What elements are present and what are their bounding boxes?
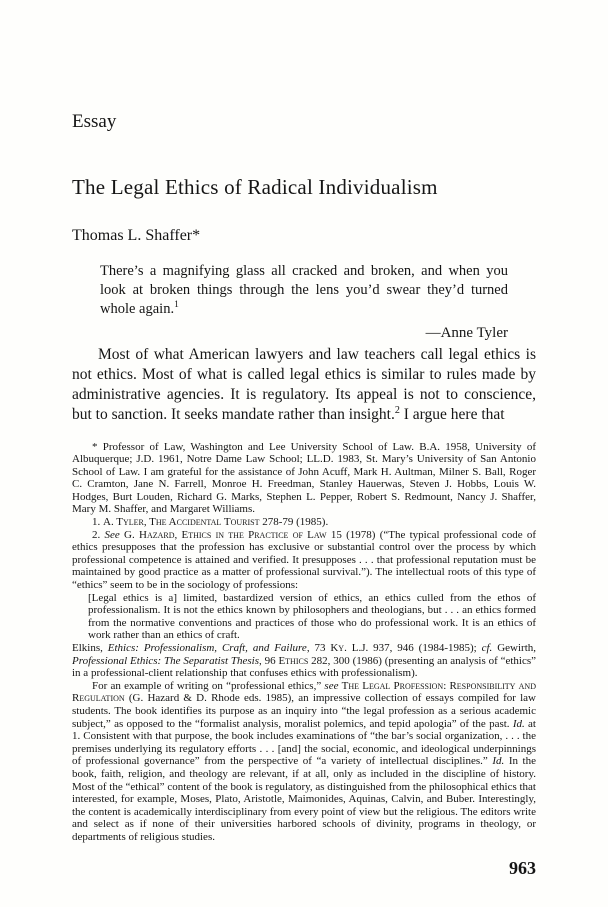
epigraph-quote: There’s a magnifying glass all cracked and broken, and when you look at broken things through the lens you’d swear they’d turned whole again.$^1$ <box>100 263 508 317</box>
author-byline: Thomas L. Shaffer* <box>72 227 201 244</box>
essay-kicker: Essay <box>72 111 117 132</box>
footnote-1: 1. A. Tyler, The Accidental Tourist 278-79 (1985). <box>92 516 329 529</box>
lead-paragraph: Most of what American lawyers and law teachers call legal ethics is not ethics. Most of what is called legal ethics is similar to rules made by administrative agencies. It is regulatory. Its appeal is not to conscience, but to sanction. It seeks mandate rather than insight.$^2$ I argue here that <box>72 346 536 423</box>
footnote-2-blockquote: [Legal ethics is a] limited, bastardized version of ethics, an ethics culled from the ethos of professionalism. It is not the ethics known by philosophers and theologians, but . . . an ethics formed from the normative conventions and practices of those who do professional work. It is an ethics of work rather than an ethics of craft. <box>88 591 536 642</box>
footnote-2-paragraph-2: For an example of writing on “professional ethics,” see The Legal Profession: Responsibility and Regulation (G. Hazard & D. Rhode eds. 1985), an impressive collection of essays compiled for law students. The book identifies its purpose as an inquiry into “the legal profession as a serious academic subject,” as opposed to the “formalist analysis, moralist polemics, and tepid apologia” of the past. Id. at 1. Consistent with that purpose, the book includes examinations of “the bar’s social organization, . . . the premises underlying its regulatory efforts . . . [and] the social, economic, and ideological underpinnings of professional governance” from the perspective of “a variety of intellectual disciplines.” Id. In the book, faith, religion, and theology are relevant, if at all, only as included in the discipline of history. Most of the “ethical” content of the book is regulatory, as distinguished from the philosophical ethics that interested, for example, Moses, Plato, Aristotle, Maimonides, Aquinas, Calvin, and Buber. Interestingly, the content is academically interdisciplinary from every point of view but the religious. The editors write and select as if none of their universities harbored schools of divinity, programs in theology, or departments of religious studies. <box>72 679 536 843</box>
footnote-2-intro: 2. See G. Hazard, Ethics in the Practice of Law 15 (1978) (“The typical professional code of ethics presupposes that the profession has exclusive or substantial control over the process by which professional competence is attained and verified. It presupposes . . . that professional reputation must be maintained by good practice as a matter of professional survival.”). The intellectual roots of this type of “ethics” seem to be in the sociology of professions: <box>72 528 536 592</box>
footnotes-section <box>72 441 536 844</box>
epigraph-attribution: —Anne Tyler <box>425 325 508 341</box>
article-title: The Legal Ethics of Radical Individualism <box>72 175 438 199</box>
footnote-2-citation: Elkins, Ethics: Professionalism, Craft, and Failure, 73 Ky. L.J. 937, 946 (1984-1985); cf. Gewirth, Professional Ethics: The Separatist Thesis, 96 Ethics 282, 300 (1986) (presenting an analysis of “ethics” in a professional-client relationship that confuses ethics with professionalism). <box>72 642 537 680</box>
footnote-star: * Professor of Law, Washington and Lee University School of Law. B.A. 1958, University of Albuquerque; J.D. 1961, Notre Dame Law School; LL.D. 1983, St. Mary’s University of San Antonio School of Law. I am grateful for the assistance of John Acuff, Mark H. Aultman, Milner S. Ball, Roger C. Cramton, Jane N. Farrell, Monroe H. Freedman, Stanley Hauerwas, Steven J. Hobbs, Louis W. Hodges, Burt Louden, Richard G. Marks, Stephen L. Pepper, Robert S. Redmount, Nancy J. Shaffer, Mary M. Shaffer, and Margaret Williams. <box>72 440 536 516</box>
page-number: 963 <box>509 858 536 878</box>
